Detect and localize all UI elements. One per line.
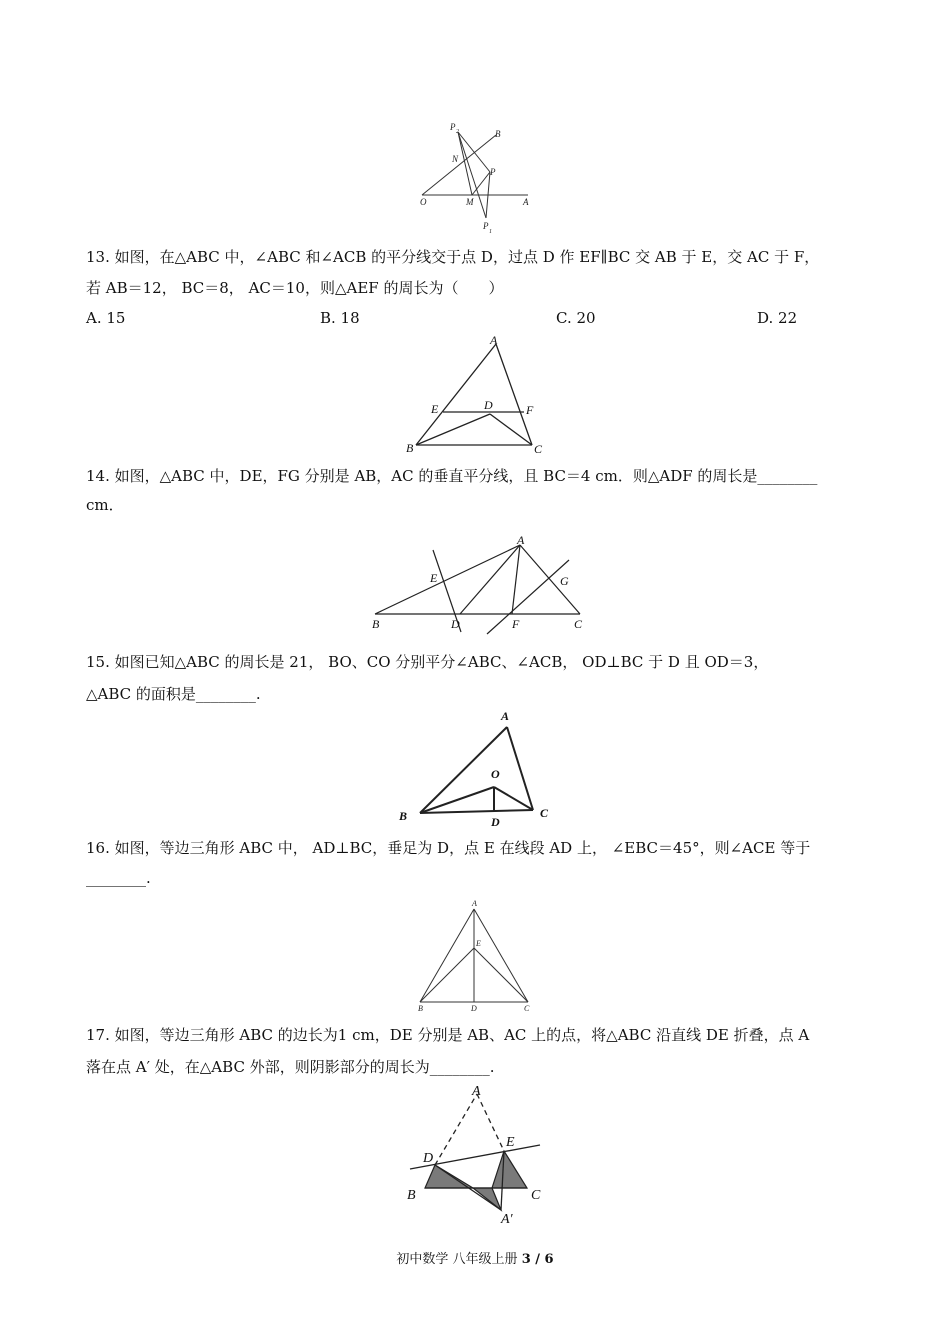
label-b: B [407, 1188, 416, 1203]
label-b: B [418, 1004, 423, 1013]
label-c: C [524, 1004, 530, 1013]
label-e: E [431, 402, 439, 416]
label-m: M [466, 197, 474, 207]
q17-text-line1: 17. 如图，等边三角形 ABC 的边长为1 cm，DE 分别是 AB、AC 上的点，将△ABC 沿直线 DE 折叠，点 A [86, 1026, 810, 1044]
label-p2: P [450, 122, 456, 132]
figure-q16 [412, 895, 540, 1015]
figure-q17 [400, 1080, 555, 1228]
label-d: D [451, 617, 460, 631]
page-footer [0, 1248, 950, 1267]
q14-text-line1: 14. 如图，△ABC 中，DE，FG 分别是 AB，AC 的垂直平分线，且 BC＝4 cm．则△ADF 的周长是________ [86, 467, 818, 485]
label-g: G [560, 574, 569, 588]
q13-option-a: A. 15 [86, 309, 126, 327]
label-a: A [517, 533, 525, 547]
label-p1-sub: 1 [489, 229, 492, 235]
label-b: B [495, 129, 501, 139]
label-a: A [472, 899, 477, 908]
q17-text-line2: 落在点 A′ 处，在△ABC 外部，则阴影部分的周长为________. [86, 1058, 495, 1076]
label-e: E [476, 939, 481, 948]
label-a: A [501, 709, 510, 723]
label-b: B [399, 809, 408, 823]
label-a: A [472, 1084, 481, 1099]
label-c: C [531, 1188, 541, 1203]
label-a: A [523, 197, 529, 207]
figure-q14 [365, 532, 595, 636]
figure-q13 [400, 332, 560, 456]
label-d: D [491, 815, 500, 829]
label-b: B [406, 441, 414, 455]
q13-option-b: B. 18 [320, 309, 360, 327]
q13-text-line1: 13. 如图，在△ABC 中，∠ABC 和∠ACB 的平分线交于点 D，过点 D 作 EF∥BC 交 AB 于 E，交 AC 于 F， [86, 248, 820, 266]
label-e: E [430, 571, 438, 585]
label-n: N [452, 154, 459, 164]
figure-q15 [390, 705, 560, 829]
q15-text-line1: 15. 如图已知△ABC 的周长是 21， BO、CO 分别平分∠ABC、∠ACB， OD⊥BC 于 D 且 OD＝3， [86, 653, 769, 671]
q13-option-d: D. 22 [757, 309, 798, 327]
label-p: P [490, 167, 496, 177]
label-a-prime: A′ [501, 1212, 513, 1227]
q16-text-line1: 16. 如图，等边三角形 ABC 中， AD⊥BC，垂足为 D，点 E 在线段 AD 上， ∠EBC＝45°，则∠ACE 等于 [86, 839, 811, 857]
label-p2-sub: 2 [456, 129, 459, 135]
label-c: C [574, 617, 583, 631]
page-number: 3 / 6 [521, 1252, 554, 1267]
label-f: F [526, 403, 534, 417]
q16-text-line2: ________. [86, 869, 151, 887]
label-f: F [512, 617, 520, 631]
label-b: B [372, 617, 380, 631]
q14-text-line2: cm． [86, 496, 124, 514]
figure-q12 [410, 120, 540, 238]
q13-text-line2: 若 AB＝12， BC＝8， AC＝10，则△AEF 的周长为（ ） [86, 279, 504, 297]
label-c: C [534, 442, 543, 456]
label-o: O [420, 197, 427, 207]
label-d: D [423, 1151, 434, 1166]
label-c: C [540, 806, 549, 820]
q13-option-c: C. 20 [556, 309, 596, 327]
label-a: A [490, 333, 498, 347]
footer-text: 初中数学 八年级上册 [396, 1252, 522, 1267]
label-e: E [506, 1135, 515, 1150]
label-o: O [491, 767, 500, 781]
label-d: D [471, 1004, 477, 1013]
label-d: D [484, 398, 493, 412]
label-p1: P [483, 221, 489, 231]
q15-text-line2: △ABC 的面积是________. [86, 685, 261, 703]
